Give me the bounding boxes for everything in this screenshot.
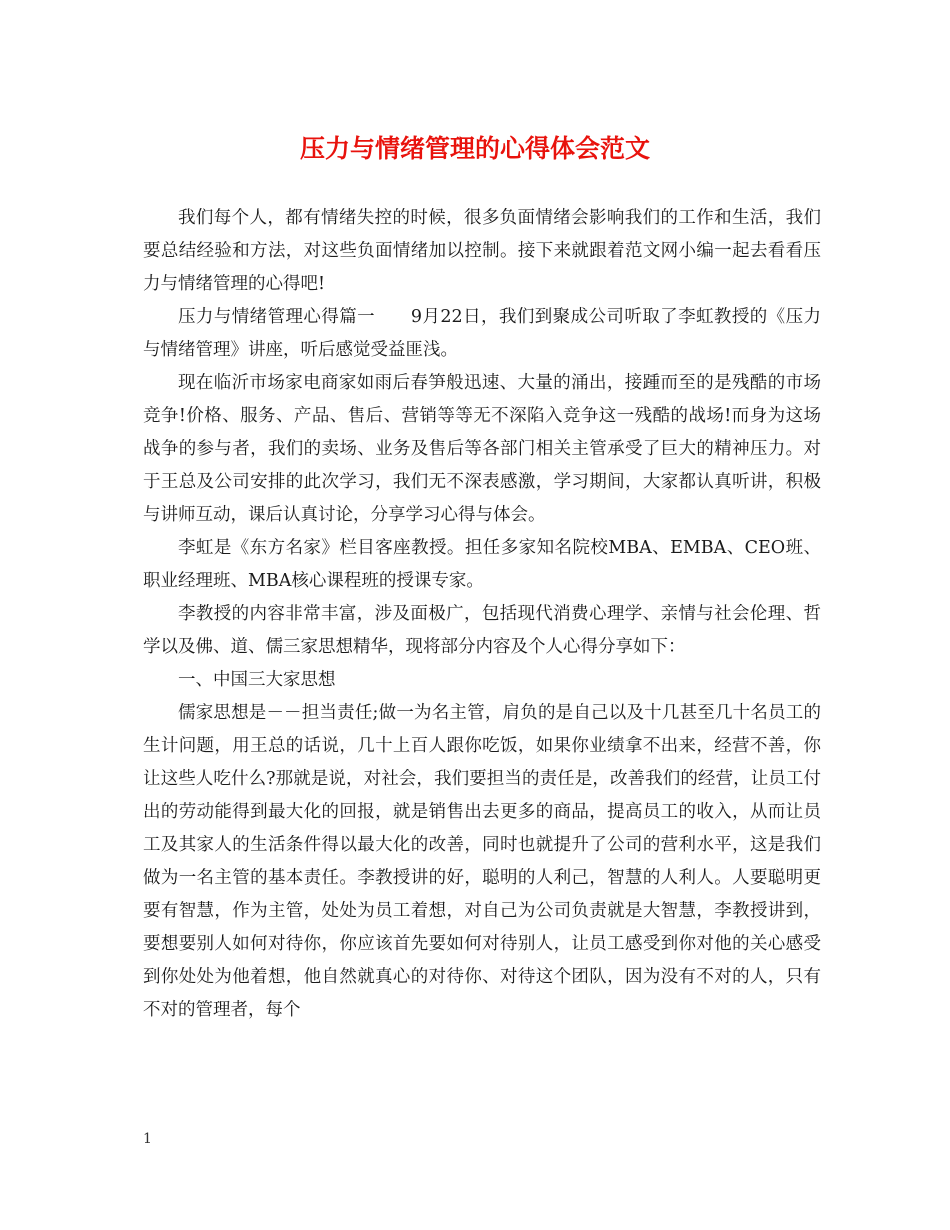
paragraph-content-overview: 李教授的内容非常丰富，涉及面极广，包括现代消费心理学、亲情与社会伦理、哲学以及佛、道、儒三家思想精华，现将部分内容及个人心得分享如下：: [143, 604, 821, 657]
paragraph-market: 现在临沂市场家电商家如雨后春笋般迅速、大量的涌出，接踵而至的是残酷的市场竞争!价格、服务、产品、售后、营销等等无不深陷入竞争这一残酷的战场!而身为这场战争的参与者，我们的卖场、业务及售后等各部门相关主管承受了巨大的精神压力。对于王总及公司安排的此次学习，我们无不深表感激，学习期间，大家都认真听讲，积极与讲师互动，课后认真讨论，分享学习心得与体会。: [143, 373, 821, 525]
document-body: [143, 202, 821, 1027]
document-title: 压力与情绪管理的心得体会范文: [299, 134, 650, 163]
paragraph-confucianism: 儒家思想是－－担当责任;做一为名主管，肩负的是自己以及十几甚至几十名员工的生计问题，用王总的话说，几十上百人跟你吃饭，如果你业绩拿不出来，经营不善，你让这些人吃什么?那就是说，对社会，我们要担当的责任是，改善我们的经营，让员工付出的劳动能得到最大化的回报，就是销售出去更多的商品，提高员工的收入，从而让员工及其家人的生活条件得以最大化的改善，同时也就提升了公司的营利水平，这是我们做为一名主管的基本责任。李教授讲的好，聪明的人利己，智慧的人利人。人要聪明更要有智慧，作为主管，处处为员工着想，对自己为公司负责就是大智慧，李教授讲到，要想要别人如何对待你，你应该首先要如何对待别人，让员工感受到你对他的关心感受到你处处为他着想，他自然就真心的对待你、对待这个团队，因为没有不对的人，只有不对的管理者，每个: [143, 703, 821, 1020]
paragraph-professor: 李虹是《东方名家》栏目客座教授。担任多家知名院校MBA、EMBA、CEO班、职业经理班、MBA核心课程班的授课专家。: [143, 538, 821, 591]
section-heading-three-schools: 一、中国三大家思想: [178, 670, 336, 690]
page-number: 1: [143, 1131, 152, 1147]
paragraph-lecture-info: 压力与情绪管理心得篇一 9月22日，我们到聚成公司听取了李虹教授的《压力与情绪管理》讲座，听后感觉受益匪浅。: [143, 307, 821, 360]
paragraph-intro: 我们每个人，都有情绪失控的时候，很多负面情绪会影响我们的工作和生活，我们要总结经验和方法，对这些负面情绪加以控制。接下来就跟着范文网小编一起去看看压力与情绪管理的心得吧!: [143, 208, 821, 294]
